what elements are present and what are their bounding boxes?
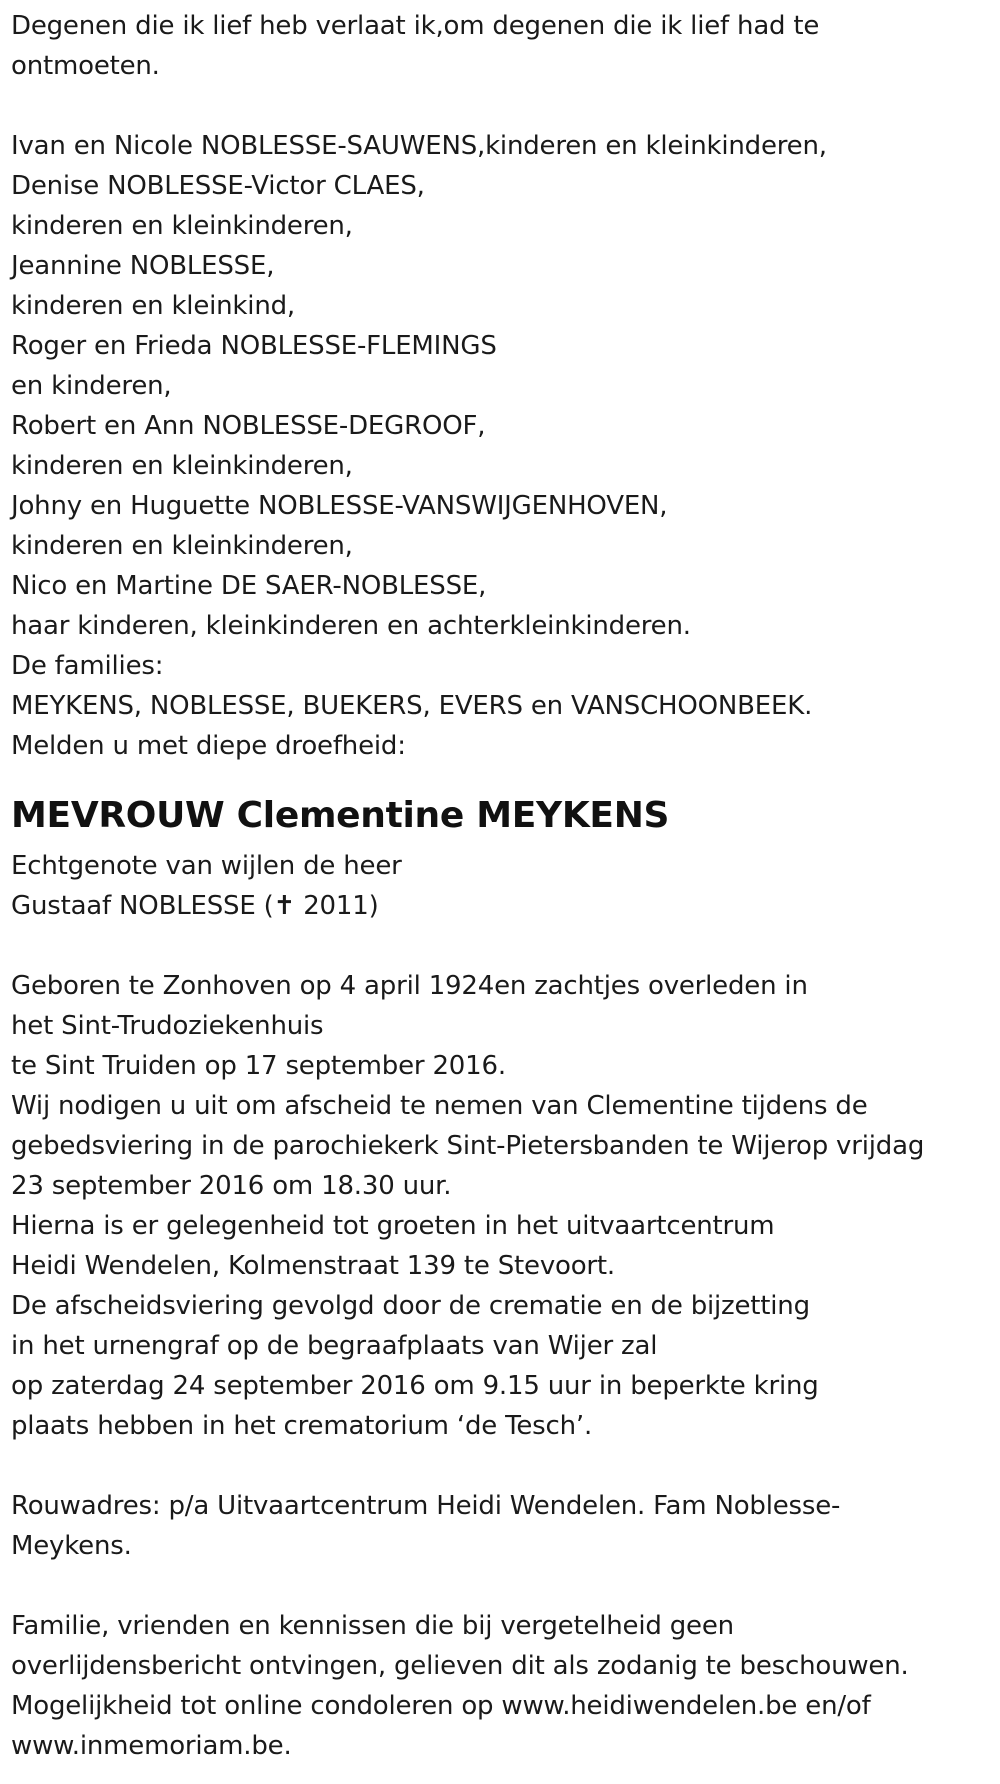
- details-line: 23 september 2016 om 18.30 uur.: [11, 1171, 452, 1201]
- closing-line: overlijdensbericht ontvingen, gelieven dit als zodanig te beschouwen.: [11, 1651, 909, 1681]
- family-line: Roger en Frieda NOBLESSE-FLEMINGS: [11, 331, 497, 361]
- address-line: Meykens.: [11, 1531, 132, 1561]
- spouse-line: Echtgenote van wijlen de heer: [11, 851, 402, 881]
- family-line: Nico en Martine DE SAER-NOBLESSE,: [11, 571, 487, 601]
- details-line: Heidi Wendelen, Kolmenstraat 139 te Stevoort.: [11, 1251, 615, 1281]
- spouse-info: [11, 846, 1000, 926]
- family-list: [11, 126, 1000, 766]
- family-line: Robert en Ann NOBLESSE-DEGROOF,: [11, 411, 486, 441]
- family-line: kinderen en kleinkind,: [11, 291, 295, 321]
- family-line: De families:: [11, 651, 164, 681]
- intro-quote-line: ontmoeten.: [11, 51, 160, 81]
- family-line: MEYKENS, NOBLESSE, BUEKERS, EVERS en VANSCHOONBEEK.: [11, 691, 813, 721]
- details-line: op zaterdag 24 september 2016 om 9.15 uur in beperkte kring: [11, 1371, 819, 1401]
- details-line: Hierna is er gelegenheid tot groeten in het uitvaartcentrum: [11, 1211, 775, 1241]
- family-line: Melden u met diepe droefheid:: [11, 731, 406, 761]
- closing-note: [11, 1606, 1000, 1766]
- family-line: Johny en Huguette NOBLESSE-VANSWIJGENHOVEN,: [11, 491, 668, 521]
- details-line: Geboren te Zonhoven op 4 april 1924en zachtjes overleden in: [11, 971, 808, 1001]
- details-line: Wij nodigen u uit om afscheid te nemen van Clementine tijdens de: [11, 1091, 868, 1121]
- closing-line: www.inmemoriam.be.: [11, 1731, 292, 1761]
- intro-quote: [11, 6, 1000, 86]
- closing-line: Mogelijkheid tot online condoleren op www.heidiwendelen.be en/of: [11, 1691, 871, 1721]
- details-line: gebedsviering in de parochiekerk Sint-Pietersbanden te Wijerop vrijdag: [11, 1131, 925, 1161]
- intro-quote-line: Degenen die ik lief heb verlaat ik,om degenen die ik lief had te: [11, 11, 820, 41]
- family-line: kinderen en kleinkinderen,: [11, 451, 353, 481]
- family-line: kinderen en kleinkinderen,: [11, 531, 353, 561]
- family-line: Ivan en Nicole NOBLESSE-SAUWENS,kinderen en kleinkinderen,: [11, 131, 827, 161]
- address-line: Rouwadres: p/a Uitvaartcentrum Heidi Wendelen. Fam Noblesse-: [11, 1491, 841, 1521]
- mourning-address: [11, 1486, 1000, 1566]
- deceased-name: MEVROUW Clementine MEYKENS: [11, 795, 670, 836]
- spacer: [11, 766, 1000, 786]
- details-line: te Sint Truiden op 17 september 2016.: [11, 1051, 506, 1081]
- spouse-line: Gustaaf NOBLESSE (✝ 2011): [11, 891, 379, 921]
- spacer: [11, 1446, 1000, 1486]
- family-line: en kinderen,: [11, 371, 172, 401]
- details-line: het Sint-Trudoziekenhuis: [11, 1011, 324, 1041]
- family-line: kinderen en kleinkinderen,: [11, 211, 353, 241]
- spacer: [11, 1566, 1000, 1606]
- spacer: [11, 926, 1000, 966]
- family-line: haar kinderen, kleinkinderen en achterkleinkinderen.: [11, 611, 691, 641]
- details-line: in het urnengraf op de begraafplaats van Wijer zal: [11, 1331, 658, 1361]
- spacer: [11, 86, 1000, 126]
- service-details: [11, 966, 1000, 1446]
- closing-line: Familie, vrienden en kennissen die bij vergetelheid geen: [11, 1611, 734, 1641]
- details-line: De afscheidsviering gevolgd door de crematie en de bijzetting: [11, 1291, 810, 1321]
- family-line: Denise NOBLESSE-Victor CLAES,: [11, 171, 425, 201]
- family-line: Jeannine NOBLESSE,: [11, 251, 275, 281]
- details-line: plaats hebben in het crematorium ‘de Tesch’.: [11, 1411, 593, 1441]
